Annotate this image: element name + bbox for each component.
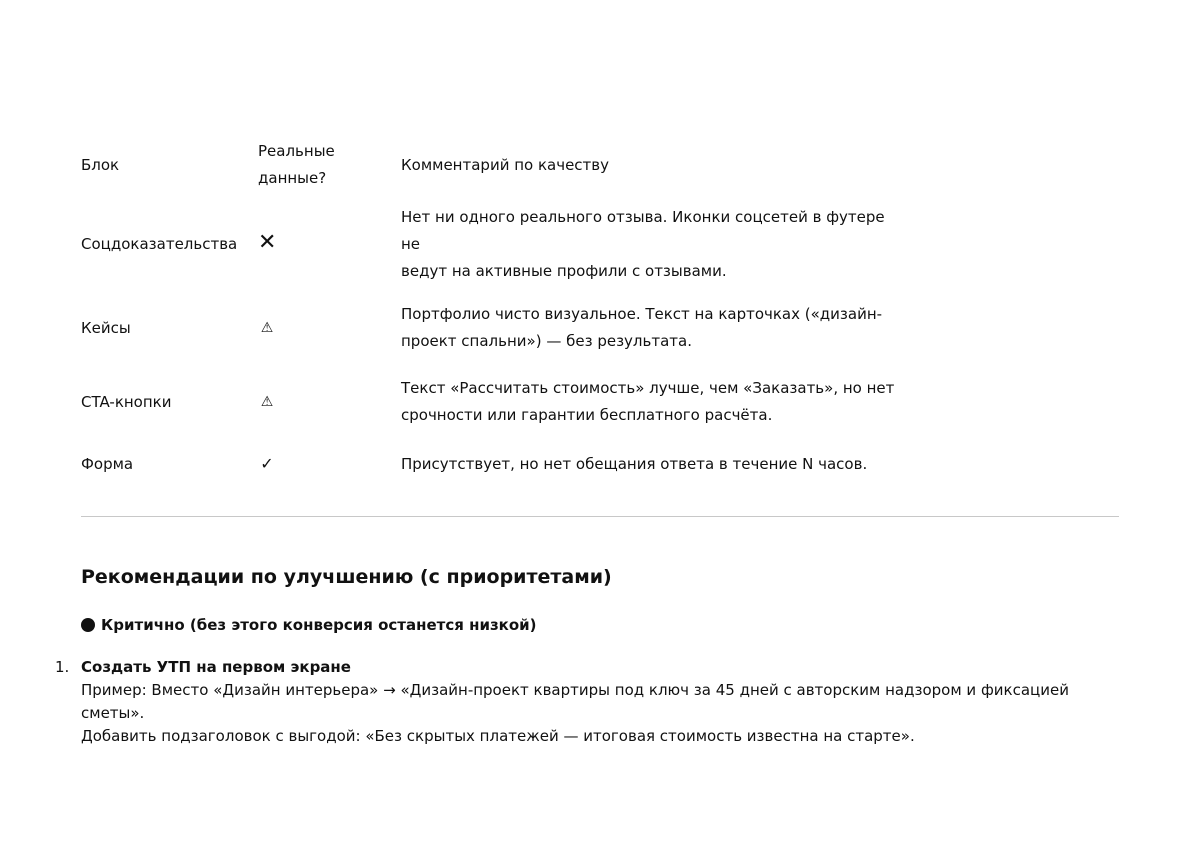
cell-block: Кейсы [81,318,131,337]
table-row [81,285,901,359]
comment-line: проект спальни») — без результата. [401,332,692,350]
header-real-line2: данные? [258,169,327,187]
list-item-text: Добавить подзаголовок с выгодой: «Без скрытых платежей — итоговая стоимость известна на старте». [81,727,915,745]
list-item-number: 1. [55,658,70,676]
header-comment: Комментарий по качеству [401,155,610,174]
cell-real-data [258,192,401,285]
header-real-line1: Реальные [258,142,335,160]
cell-real-data [258,285,401,359]
cell-comment [401,192,901,285]
comment-line: Текст «Рассчитать стоимость» лучше, чем «Заказать», но нет [401,379,895,397]
header-block: Блок [81,155,120,174]
document-page [55,0,1119,848]
recommendations-title: Рекомендации по улучшению (с приоритетами) [81,566,612,588]
quality-table [81,138,901,483]
check-icon: ✓ [260,454,274,473]
table-row [81,433,901,483]
cell-real-data [258,359,401,433]
cell-comment [401,433,901,483]
table-row [81,192,901,285]
cell-comment [401,359,901,433]
cell-block: Форма [81,454,134,473]
list-item [55,656,1091,748]
warning-icon: ⚠ [260,394,274,410]
cell-block: CTA-кнопки [81,392,172,411]
section-divider [81,516,1119,517]
black-circle-icon [81,618,95,632]
list-item-text: Пример: Вместо «Дизайн интерьера» → «Дизайн-проект квартиры под ключ за 45 дней с авторским надзором и фиксацией [81,681,1069,699]
list-item-text: сметы». [81,704,145,722]
cell-real-data [258,433,401,483]
comment-line: срочности или гарантии бесплатного расчёта. [401,406,773,424]
warning-icon: ⚠ [260,320,274,336]
cell-comment [401,285,901,359]
list-item-title: Создать УТП на первом экране [81,658,351,676]
table-header-row [81,138,901,192]
comment-line: Нет ни одного реального отзыва. Иконки соцсетей в футере не [401,208,885,253]
priority-critical [81,613,537,637]
cross-icon: ✕ [258,230,277,255]
table-row [81,359,901,433]
cell-block: Соцдоказательства [81,235,238,253]
comment-line: Портфолио чисто визуальное. Текст на карточках («дизайн- [401,305,883,323]
header-real-data [258,138,401,192]
comment-line: ведут на активные профили с отзывами. [401,262,727,280]
priority-label: Критично (без этого конверсия останется низкой) [101,616,537,634]
comment-line: Присутствует, но нет обещания ответа в течение N часов. [401,454,868,473]
